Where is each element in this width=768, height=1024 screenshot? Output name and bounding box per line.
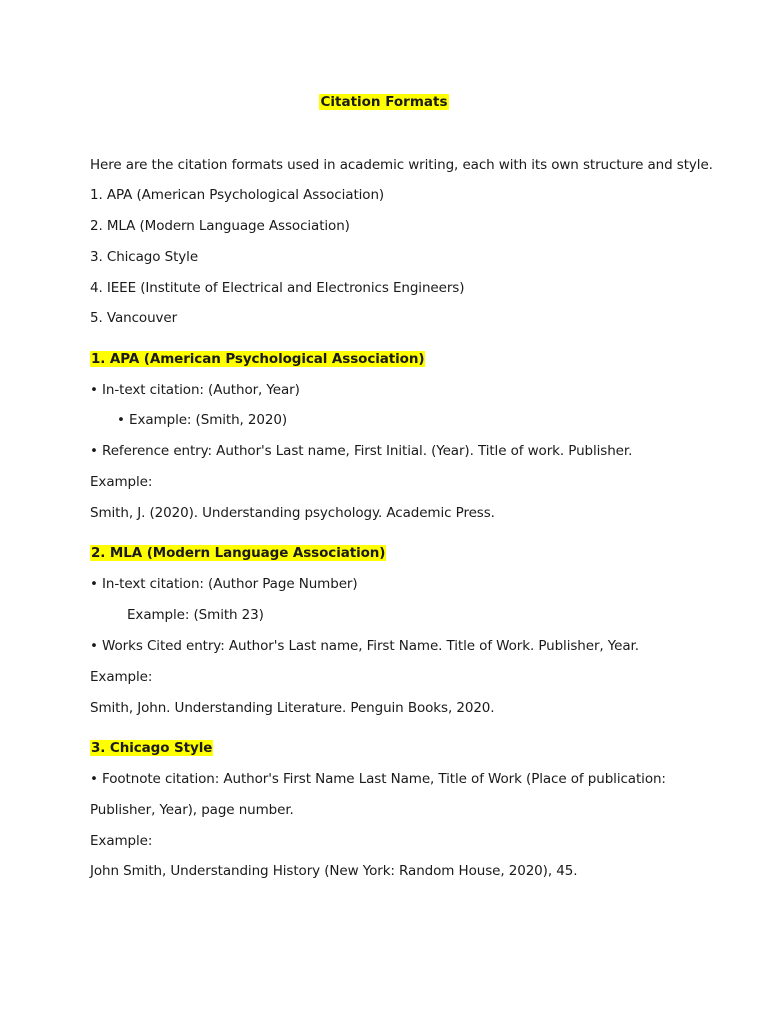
page-title-text: Citation Formats bbox=[320, 94, 448, 110]
apa-example: Smith, J. (2020). Understanding psychology. Academic Press. bbox=[90, 505, 495, 521]
mla-example: Smith, John. Understanding Literature. Penguin Books, 2020. bbox=[90, 700, 495, 716]
page-title bbox=[0, 93, 768, 111]
list-item: 3. Chicago Style bbox=[90, 249, 199, 265]
intro-paragraph: Here are the citation formats used in academic writing, each with its own structure and style. bbox=[90, 157, 713, 173]
apa-intext-example: • Example: (Smith, 2020) bbox=[117, 412, 288, 428]
chicago-heading bbox=[90, 739, 213, 757]
mla-heading bbox=[90, 544, 386, 562]
chicago-example-label: Example: bbox=[90, 833, 153, 849]
apa-reference-entry: • Reference entry: Author's Last name, First Initial. (Year). Title of work. Publisher. bbox=[90, 443, 633, 459]
list-item: 1. APA (American Psychological Association) bbox=[90, 187, 385, 203]
mla-works-cited-entry: • Works Cited entry: Author's Last name, First Name. Title of Work. Publisher, Year. bbox=[90, 638, 639, 654]
chicago-footnote-line1: • Footnote citation: Author's First Name Last Name, Title of Work (Place of publication: bbox=[90, 771, 666, 787]
chicago-heading-text: 3. Chicago Style bbox=[91, 740, 213, 756]
apa-example-label: Example: bbox=[90, 474, 153, 490]
list-item: 2. MLA (Modern Language Association) bbox=[90, 218, 350, 234]
chicago-footnote-line2: Publisher, Year), page number. bbox=[90, 802, 294, 818]
apa-heading-text: 1. APA (American Psychological Association) bbox=[91, 351, 425, 367]
list-item: 5. Vancouver bbox=[90, 310, 178, 326]
list-item: 4. IEEE (Institute of Electrical and Electronics Engineers) bbox=[90, 280, 465, 296]
apa-intext-citation: • In-text citation: (Author, Year) bbox=[90, 382, 300, 398]
apa-heading bbox=[90, 350, 425, 368]
mla-example-label: Example: bbox=[90, 669, 153, 685]
mla-heading-text: 2. MLA (Modern Language Association) bbox=[91, 545, 386, 561]
mla-intext-example: Example: (Smith 23) bbox=[127, 607, 264, 623]
mla-intext-citation: • In-text citation: (Author Page Number) bbox=[90, 576, 358, 592]
chicago-example: John Smith, Understanding History (New York: Random House, 2020), 45. bbox=[90, 863, 578, 879]
